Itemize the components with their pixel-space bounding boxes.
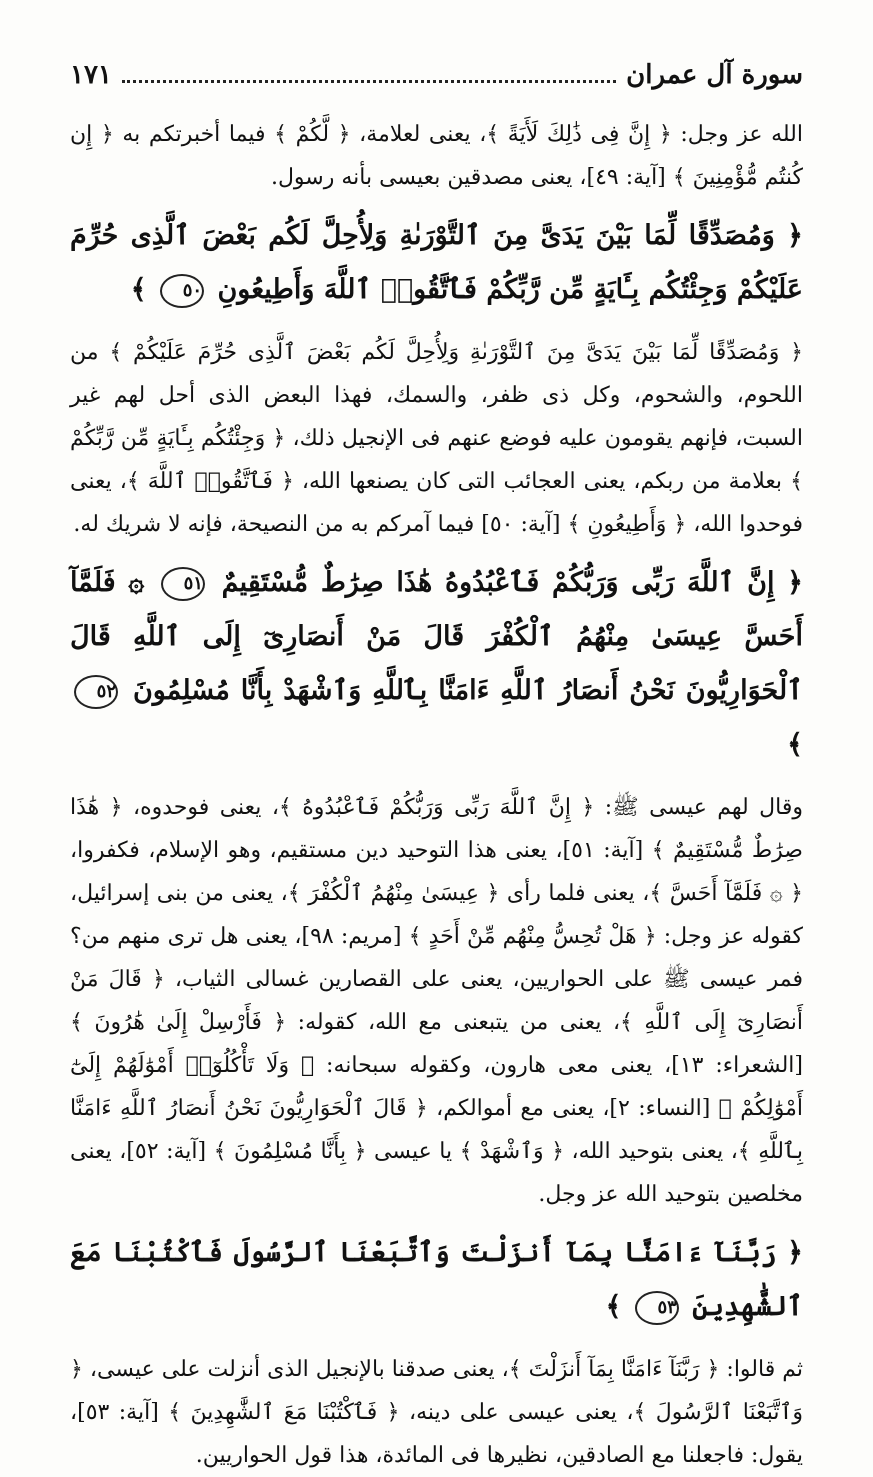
verse-51-52	[70, 556, 803, 772]
commentary-paragraph-2: ﴿ وَمُصَدِّقًا لِّمَا بَيْنَ يَدَىَّ مِنَ ٱلتَّوْرَىٰةِ وَلِأُحِلَّ لَكُم بَعْضَ ٱلَّذِى حُرِّمَ عَلَيْكُمْ ﴾ من اللحوم، والشحوم، وكل ذى ظفر، والسمك، فهذا البعض الذى أحل لهم غير السبت، فإنهم يقومون عليه فوضع عنهم فى الإنجيل ذلك، ﴿ وَجِئْتُكُم بِـَٔايَةٍ مِّن رَّبِّكُمْ ﴾ بعلامة من ربكم، يعنى العجائب التى كان يصنعها الله، ﴿ فَٱتَّقُوا۟ ٱللَّهَ ﴾، يعنى فوحدوا الله، ﴿ وَأَطِيعُونِ ﴾ [آية: ٥٠] فيما آمركم به من النصيحة، فإنه لا شريك له.	[70, 340, 803, 537]
verse-number-marker: ٥٠	[160, 274, 204, 308]
surah-title: سورة آل عمران	[626, 60, 803, 90]
commentary-paragraph-1: الله عز وجل: ﴿ إِنَّ فِى ذَٰلِكَ لَأَيَةً ﴾، يعنى لعلامة، ﴿ لَّكُمْ ﴾ فيما أخبرتكم به ﴿ إِن كُنتُم مُّؤْمِنِينَ ﴾ [آية: ٤٩]، يعنى مصدقين بعيسى بأنه رسول.	[70, 122, 803, 190]
verse-text: ﴿ رَبَّنَآ ءَامَنَّا بِمَآ أَنزَلْتَ وَٱتَّبَعْنَا ٱلرَّسُولَ فَٱكْتُبْنَا مَعَ ٱلشَّٰهِدِينَ	[70, 1237, 803, 1322]
page-header	[70, 60, 803, 91]
verse-close-bracket: ﴾	[605, 1291, 622, 1322]
commentary-paragraph-4: ثم قالوا: ﴿ رَبَّنَآ ءَامَنَّا بِمَآ أَنزَلْتَ ﴾، يعنى صدقنا بالإنجيل الذى أنزلت على عيسى، ﴿ وَٱتَّبَعْنَا ٱلرَّسُولَ ﴾، يعنى عيسى على دينه، ﴿ فَٱكْتُبْنَا مَعَ ٱلشَّٰهِدِينَ ﴾ [آية: ٥٣]، يقول: فاجعلنا مع الصادقين، نظيرها فى المائدة، هذا قول الحواريين.	[70, 1357, 803, 1468]
verse-text: ﴿ وَمُصَدِّقًا لِّمَا بَيْنَ يَدَىَّ مِنَ ٱلتَّوْرَىٰةِ وَلِأُحِلَّ لَكُم بَعْضَ ٱلَّذِى حُرِّمَ عَلَيْكُمْ وَجِئْتُكُم بِـَٔايَةٍ مِّن رَّبِّكُمْ فَٱتَّقُوا۟ ٱللَّهَ وَأَطِيعُونِ	[70, 220, 803, 305]
verse-close-bracket: ﴾	[787, 729, 803, 760]
commentary-paragraph-3: وقال لهم عيسى ﷺ: ﴿ إِنَّ ٱللَّهَ رَبِّى وَرَبُّكُمْ فَٱعْبُدُوهُ ﴾، يعنى فوحدوه، ﴿ هَٰذَا صِرَٰطٌ مُّسْتَقِيمٌ ﴾ [آية: ٥١]، يعنى هذا التوحيد دين مستقيم، وهو الإسلام، فكفروا، ﴿ ۞ فَلَمَّآ أَحَسَّ ﴾، يعنى فلما رأى ﴿ عِيسَىٰ مِنْهُمُ ٱلْكُفْرَ ﴾، يعنى من بنى إسرائيل، كقوله عز وجل: ﴿ هَلْ تُحِسُّ مِنْهُم مِّنْ أَحَدٍ ﴾ [مريم: ٩٨]، يعنى هل ترى منهم من؟ فمر عيسى ﷺ على الحواريين، يعنى على القصارين غسالى الثياب، ﴿ قَالَ مَنْ أَنصَارِىٓ إِلَى ٱللَّهِ ﴾، يعنى من يتبعنى مع الله، كقوله: ﴿ فَأَرْسِلْ إِلَىٰ هَٰرُونَ ﴾ [الشعراء: ١٣]، يعنى معى هارون، وكقوله سبحانه: ﴿ وَلَا تَأْكُلُوٓا۟ أَمْوَٰلَهُمْ إِلَىٰٓ أَمْوَٰلِكُمْ ﴾ [النساء: ٢]، يعنى مع أموالكم، ﴿ قَالَ ٱلْحَوَارِيُّونَ نَحْنُ أَنصَارُ ٱللَّهِ ءَامَنَّا بِٱللَّهِ ﴾، يعنى بتوحيد الله، ﴿ وَٱشْهَدْ ﴾ يا عيسى ﴿ بِأَنَّا مُسْلِمُونَ ﴾ [آية: ٥٢]، يعنى مخلصين بتوحيد الله عز وجل.	[70, 795, 804, 1207]
verse-number-marker: ٥٣	[635, 1291, 679, 1325]
header-dots	[122, 80, 616, 83]
verse-number-marker: ٥١	[161, 567, 205, 601]
verse-text: ﴿ إِنَّ ٱللَّهَ رَبِّى وَرَبُّكُمْ فَٱعْبُدُوهُ هَٰذَا صِرَٰطٌ مُّسْتَقِيمٌ	[221, 567, 804, 598]
verse-text-continued: ۞ فَلَمَّآ أَحَسَّ عِيسَىٰ مِنْهُمُ ٱلْكُفْرَ قَالَ مَنْ أَنصَارِىٓ إِلَى ٱللَّهِ قَالَ ٱلْحَوَارِيُّونَ نَحْنُ أَنصَارُ ٱللَّهِ ءَامَنَّا بِٱللَّهِ وَٱشْهَدْ بِأَنَّا مُسْلِمُونَ	[70, 567, 803, 706]
verse-number-marker: ٥٢	[74, 675, 118, 709]
verse-50	[70, 209, 803, 317]
page-number: ١٧١	[70, 60, 112, 90]
verse-close-bracket: ﴾	[130, 274, 147, 305]
verse-53	[70, 1226, 803, 1334]
